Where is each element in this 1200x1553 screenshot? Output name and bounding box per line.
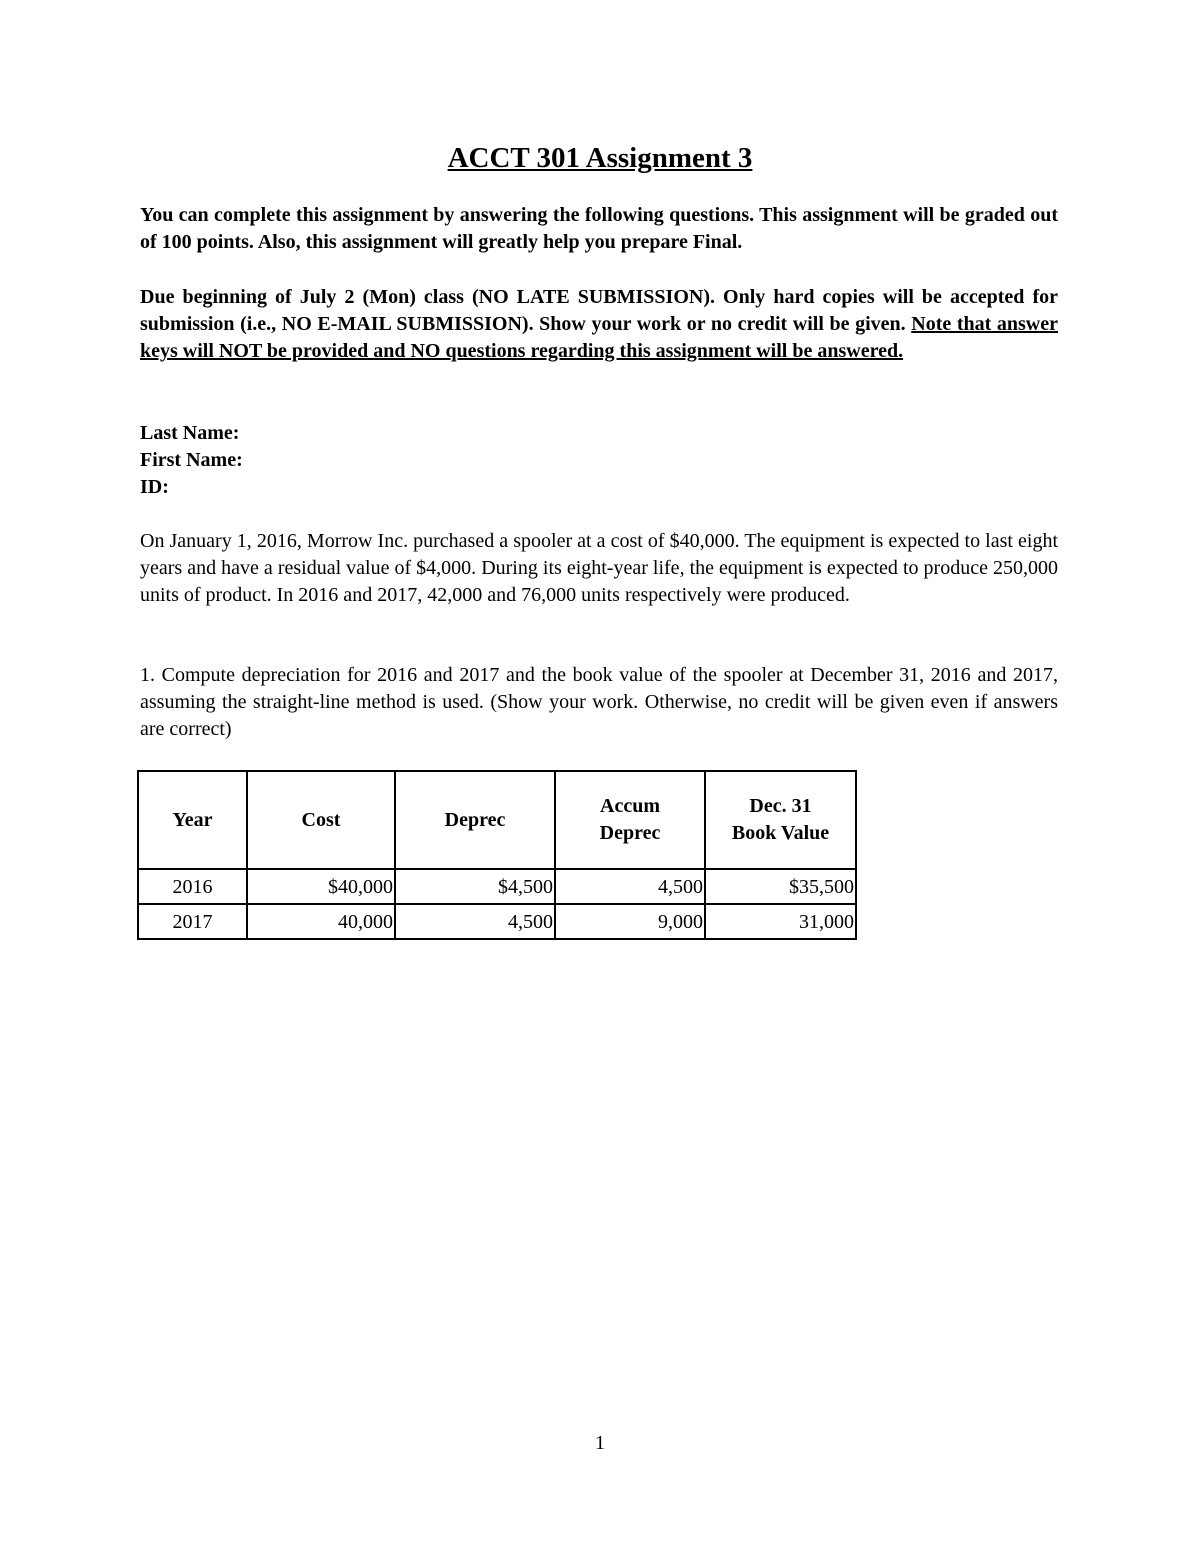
problem-statement: On January 1, 2016, Morrow Inc. purchased a spooler at a cost of $40,000. The equipment is expected to last eight years and have a residual value of $4,000. During its eight-year life, the equipment is expected to produce 250,000 units of product. In 2016 and 2017, 42,000 and 76,000 units respectively were produced. — [140, 530, 1058, 606]
header-year: Year — [138, 771, 247, 869]
cell-accum: 9,000 — [555, 904, 705, 939]
cell-cost: $40,000 — [247, 869, 395, 904]
header-cost: Cost — [247, 771, 395, 869]
table-row — [138, 904, 856, 939]
intro-paragraph: You can complete this assignment by answering the following questions. This assignment will be graded out of 100 points. Also, this assignment will greatly help you prepare Final. — [140, 204, 1058, 253]
cell-cost: 40,000 — [247, 904, 395, 939]
table-row — [138, 869, 856, 904]
cell-book: $35,500 — [705, 869, 856, 904]
header-accum-line1: Accum — [600, 795, 660, 817]
question-1: 1. Compute depreciation for 2016 and 2017 and the book value of the spooler at December 31, 2016 and 2017, assuming the straight-line method is used. (Show your work. Otherwise, no credit will be given even if answers are correct) — [140, 664, 1058, 740]
student-info-fields — [140, 420, 1058, 501]
header-deprec: Deprec — [395, 771, 555, 869]
header-book-line1: Dec. 31 — [749, 795, 812, 817]
table-header-row — [138, 771, 856, 869]
due-instructions: Due beginning of July 2 (Mon) class (NO LATE SUBMISSION). Only hard copies will be accepted for submission (i.e., NO E-MAIL SUBMISSION). Show your work or no credit will be given. — [140, 286, 1058, 335]
page-title: ACCT 301 Assignment 3 — [447, 142, 753, 174]
id-label: ID: — [140, 476, 169, 498]
header-book-value — [705, 771, 856, 869]
header-accum-line2: Deprec — [599, 822, 661, 844]
cell-year: 2017 — [138, 904, 247, 939]
header-book-line2: Book Value — [731, 822, 830, 844]
due-paragraph — [140, 284, 1058, 365]
cell-accum: 4,500 — [555, 869, 705, 904]
last-name-label: Last Name: — [140, 422, 240, 444]
depreciation-table — [137, 770, 857, 940]
first-name-label: First Name: — [140, 449, 243, 471]
cell-year: 2016 — [138, 869, 247, 904]
page-number: 1 — [595, 1432, 605, 1454]
cell-deprec: 4,500 — [395, 904, 555, 939]
answer-key-notice: Note that answer keys will NOT be provided and NO questions regarding this assignment will be answered. — [140, 313, 1059, 362]
header-accum-deprec — [555, 771, 705, 869]
cell-deprec: $4,500 — [395, 869, 555, 904]
cell-book: 31,000 — [705, 904, 856, 939]
